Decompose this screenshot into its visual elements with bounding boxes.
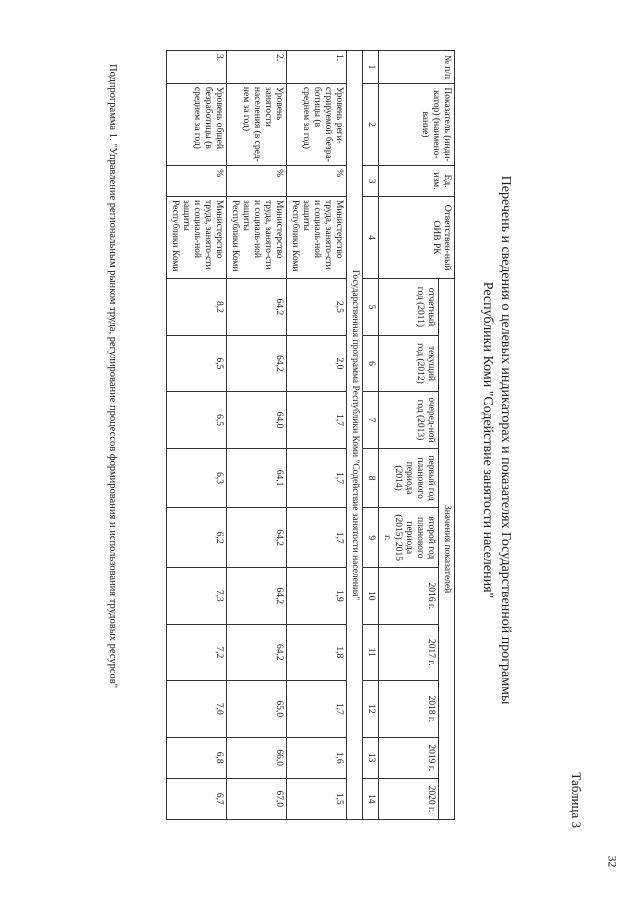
row-unit: % — [287, 166, 347, 197]
header-num: № п/п — [379, 51, 455, 84]
column-number: 13 — [363, 737, 379, 778]
row-value: 64,2 — [227, 279, 287, 336]
table-label: Таблица 3 — [569, 772, 584, 828]
row-unit: % — [167, 166, 227, 197]
header-year: 2019 г. — [379, 737, 439, 778]
section-title: Государственная программа Республики Коми "Содействие занятости населения" — [347, 51, 363, 820]
column-number: 5 — [363, 279, 379, 336]
row-value: 1,7 — [287, 392, 347, 449]
column-number: 11 — [363, 624, 379, 681]
header-year: 2017 г. — [379, 624, 439, 681]
row-num: 2. — [227, 51, 287, 84]
column-number: 1 — [363, 51, 379, 84]
header-unit: Ед. изм. — [379, 166, 455, 197]
column-number: 10 — [363, 568, 379, 625]
row-responsible: Министерство труда, занято-сти и социаль-ной защиты Республики Коми — [287, 196, 347, 278]
row-indicator: Уровень реги-стрируемой безра-ботицы (в среднем за год) — [287, 83, 347, 165]
header-year: отчетный год (2011) — [379, 279, 439, 336]
section-row — [347, 51, 363, 820]
row-value: 6,7 — [167, 778, 227, 819]
row-value: 6,5 — [167, 335, 227, 392]
header-year: текущий год (2012) — [379, 335, 439, 392]
page-number: 32 — [605, 855, 620, 868]
row-value: 8,2 — [167, 279, 227, 336]
column-number: 2 — [363, 83, 379, 165]
row-indicator: Уровень занятости населения (в сред-нем за год) — [227, 83, 287, 165]
row-responsible: Министерство труда, занято-сти и социаль-ной защиты Республики Коми — [227, 196, 287, 278]
row-value: 66,0 — [227, 737, 287, 778]
row-value: 64,0 — [227, 392, 287, 449]
header-year: 2018 г. — [379, 681, 439, 738]
row-value: 64,1 — [227, 448, 287, 508]
column-number: 7 — [363, 392, 379, 449]
header-row-1 — [439, 51, 455, 820]
title-line-2: Республики Коми "Содействие занятости населения" — [480, 281, 495, 599]
row-value: 6,8 — [167, 737, 227, 778]
row-value: 65,0 — [227, 681, 287, 738]
row-value: 6,3 — [167, 448, 227, 508]
column-number: 3 — [363, 166, 379, 197]
row-value: 1,7 — [287, 448, 347, 508]
row-responsible: Министерство труда, занято-сти и социаль-ной защиты Республики Коми — [167, 196, 227, 278]
row-unit: % — [227, 166, 287, 197]
row-value: 1,6 — [287, 737, 347, 778]
subprogram-heading: Подпрограмма 1. "Управление региональным рынком труда, регулирование процессов формирования и использования трудовых ресурсов" — [107, 64, 118, 688]
row-value: 1,8 — [287, 624, 347, 681]
landscape-content — [80, 40, 600, 840]
header-year: первый год планового периода (2014) — [379, 448, 439, 508]
header-indicator: Показатель (инди-катор) (наимено-вание) — [379, 83, 455, 165]
document-title — [478, 160, 514, 720]
row-value: 6,5 — [167, 392, 227, 449]
header-year: 2016 г. — [379, 568, 439, 625]
header-values-group: Значения показателей — [439, 279, 455, 820]
header-year: 2020 г. — [379, 778, 439, 819]
row-value: 64,2 — [227, 508, 287, 568]
row-value: 67,0 — [227, 778, 287, 819]
row-value: 2,5 — [287, 279, 347, 336]
column-number: 12 — [363, 681, 379, 738]
row-value: 64,2 — [227, 624, 287, 681]
indicators-table — [166, 50, 455, 820]
row-value: 7,3 — [167, 568, 227, 625]
row-value: 64,2 — [227, 568, 287, 625]
row-value: 1,7 — [287, 681, 347, 738]
row-value: 1,9 — [287, 568, 347, 625]
header-responsible: Ответствен-ный ОИВ РК — [379, 196, 455, 278]
column-number-row — [363, 51, 379, 820]
row-value: 1,7 — [287, 508, 347, 568]
column-number: 8 — [363, 448, 379, 508]
row-indicator: Уровень общей безработицы (в среднем за год) — [167, 83, 227, 165]
column-number: 4 — [363, 196, 379, 278]
title-line-1: Перечень и сведения о целевых индикаторах и показателях Государственной программы — [498, 175, 513, 705]
row-value: 64,2 — [227, 335, 287, 392]
row-value: 6,2 — [167, 508, 227, 568]
row-num: 1. — [287, 51, 347, 84]
header-year: очеред-ной год (2013) — [379, 392, 439, 449]
column-number: 14 — [363, 778, 379, 819]
column-number: 9 — [363, 508, 379, 568]
row-value: 2,0 — [287, 335, 347, 392]
row-value: 1,5 — [287, 778, 347, 819]
table-row — [167, 51, 227, 820]
row-num: 3. — [167, 51, 227, 84]
table-row — [287, 51, 347, 820]
header-year: второй год планового периода (2015) 2015 г. — [379, 508, 439, 568]
table-row — [227, 51, 287, 820]
row-value: 7,2 — [167, 624, 227, 681]
column-number: 6 — [363, 335, 379, 392]
row-value: 7,0 — [167, 681, 227, 738]
